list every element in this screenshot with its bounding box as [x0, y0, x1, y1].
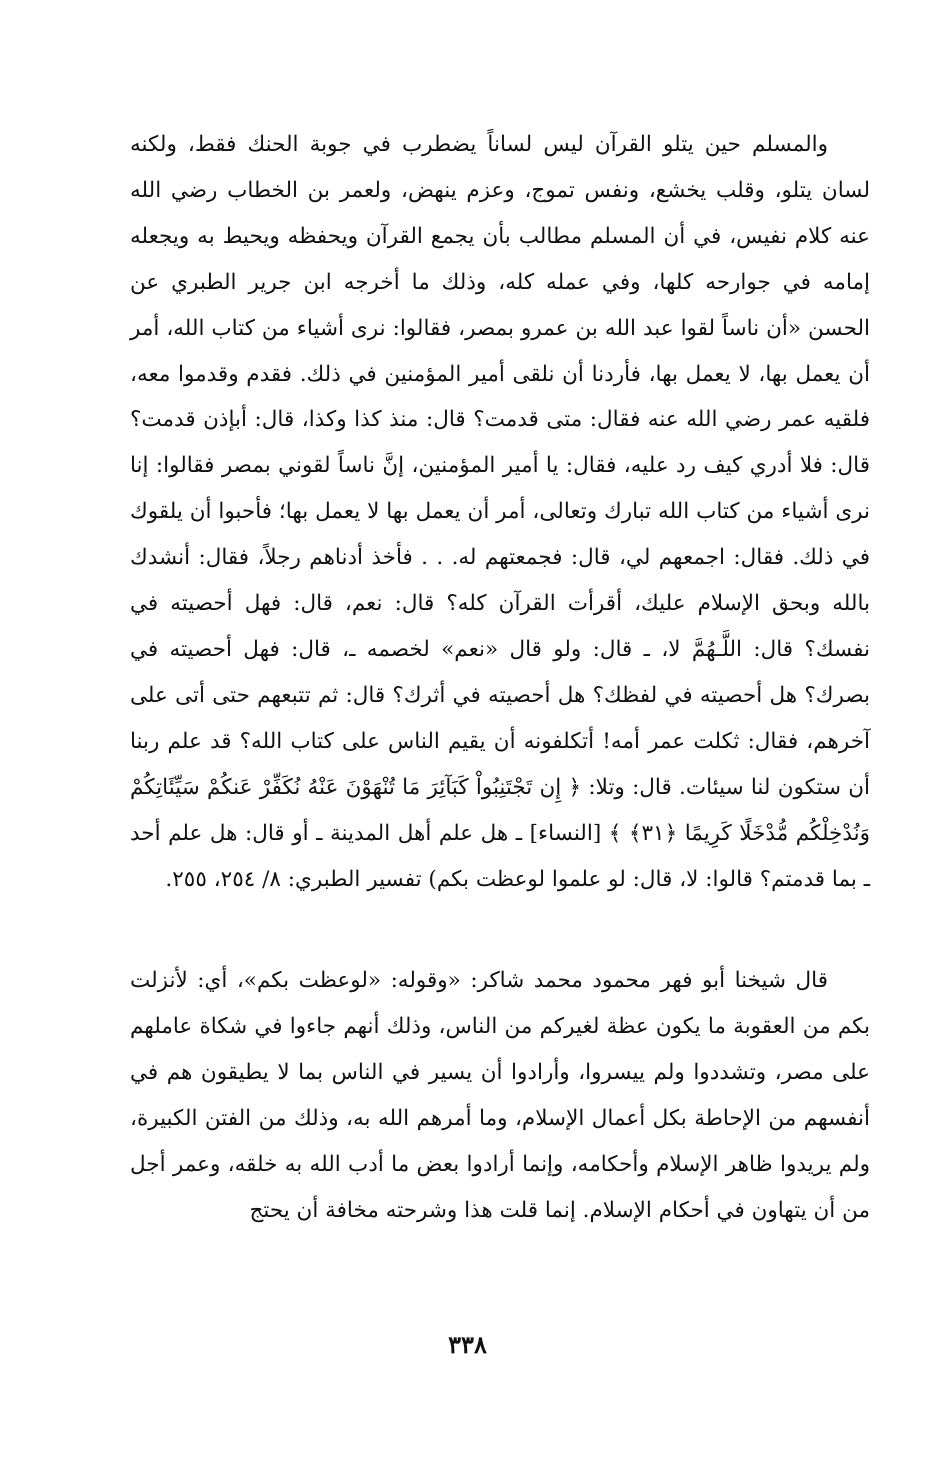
page-body [130, 122, 870, 1234]
page-number: ٣٣٨ [448, 1330, 487, 1359]
paragraph-1: والمسلم حين يتلو القرآن ليس لساناً يضطرب في جوبة الحنك فقط، ولكنه لسان يتلو، وقلب يخشع، ونفس تموج، وعزم ينهض، ولعمر بن الخطاب رضي الله عنه كلام نفيس، في أن المسلم مطالب بأن يجمع القرآن ويحفظه ويحيط به ويجعله إمامه في جوارحه كلها، وفي عمله كله، وذلك ما أخرجه ابن جرير الطبري عن الحسن «أن ناساً لقوا عبد الله بن عمرو بمصر، فقالوا: نرى أشياء من كتاب الله، أمر أن يعمل بها، لا يعمل بها، فأردنا أن نلقى أمير المؤمنين في ذلك. فقدم وقدموا معه، فلقيه عمر رضي الله عنه فقال: متى قدمت؟ قال: منذ كذا وكذا، قال: أبإذن قدمت؟ قال: فلا أدري كيف رد عليه، فقال: يا أمير المؤمنين، إنَّ ناساً لقوني بمصر فقالوا: إنا نرى أشياء من كتاب الله تبارك وتعالى، أمر أن يعمل بها لا يعمل بها؛ فأحبوا أن يلقوك في ذلك. فقال: اجمعهم لي، قال: فجمعتهم له. . . فأخذ أدناهم رجلاً، فقال: أنشدك بالله وبحق الإسلام عليك، أقرأت القرآن كله؟ قال: نعم، قال: فهل أحصيته في نفسك؟ قال: اللَّـهُمَّ لا، ـ قال: ولو قال «نعم» لخصمه ـ، قال: فهل أحصيته في بصرك؟ هل أحصيته في لفظك؟ هل أحصيته في أثرك؟ قال: ثم تتبعهم حتى أتى على آخرهم، فقال: ثكلت عمر أمه! أتكلفونه أن يقيم الناس على كتاب الله؟ قد علم ربنا أن ستكون لنا سيئات. قال: وتلا: ﴿ إِن تَجْتَنِبُواْ كَبَآئِرَ مَا تُنْهَوْنَ عَنْهُ نُكَفِّرْ عَنكُمْ سَيِّئَاتِكُمْ وَنُدْخِلْكُم مُّدْخَلًا كَرِيمًا ﴿٣١﴾ ﴾ [النساء] ـ هل علم أهل المدينة ـ أو قال: هل علم أحد ـ بما قدمتم؟ قالوا: لا، قال: لو علموا لوعظت بكم) تفسير الطبري: ٨/ ٢٥٤، ٢٥٥. [130, 132, 871, 892]
paragraph-2: قال شيخنا أبو فهر محمود محمد شاكر: «وقوله: «لوعظت بكم»، أي: لأنزلت بكم من العقوبة ما يكون عظة لغيركم من الناس، وذلك أنهم جاءوا في شكاة عاملهم على مصر، وتشددوا ولم ييسروا، وأرادوا أن يسير في الناس بما لا يطيقون هم في أنفسهم من الإحاطة بكل أعمال الإسلام، وما أمرهم الله به، وذلك من الفتن الكبيرة، ولم يريدوا ظاهر الإسلام وأحكامه، وإنما أرادوا بعض ما أدب الله به خلقه، وعمر أجل من أن يتهاون في أحكام الإسلام. إنما قلت هذا وشرحته مخافة أن يحتج [130, 968, 870, 1223]
